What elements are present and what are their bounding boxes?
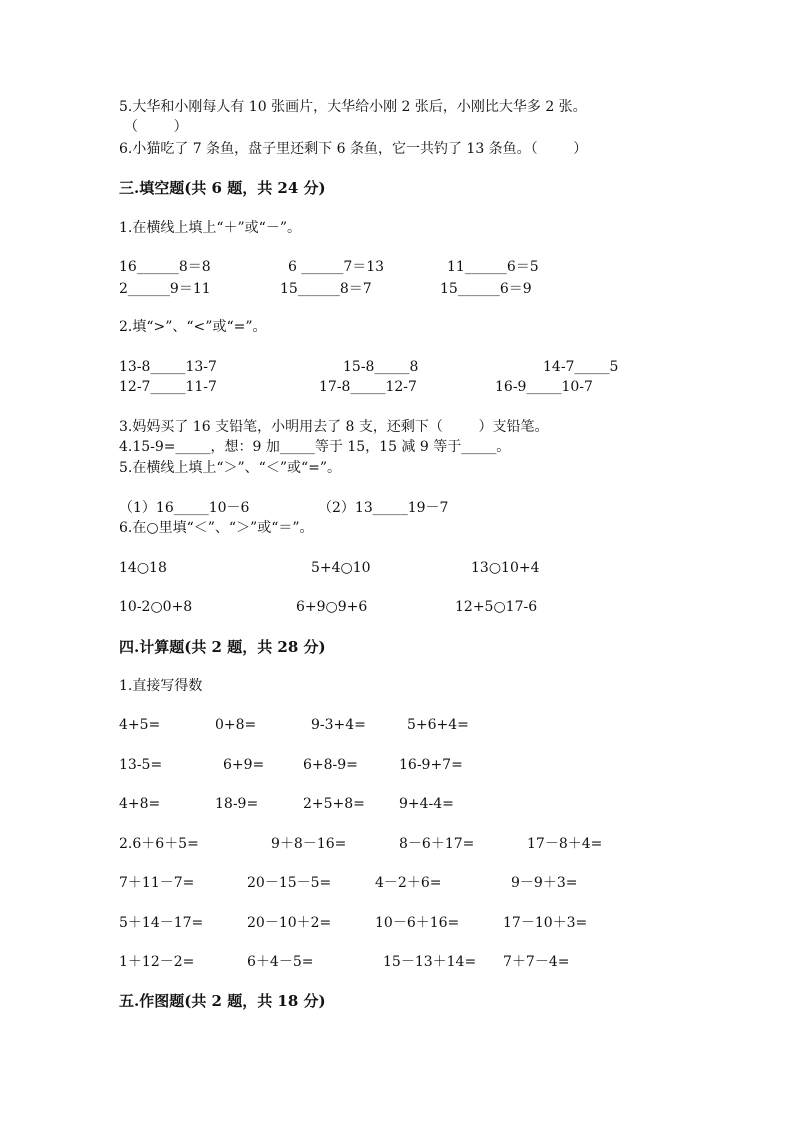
s4-q2-r1-c3: 8－6＋17= [399,836,475,852]
q5-judgment-line1: 5.大华和小刚每人有 10 张画片，大华给小刚 2 张后，小刚比大华多 2 张。 [119,99,587,115]
s4-q2-r2-c3: 4－2＋6= [375,875,442,891]
s3-q2-r1-c1: 13-8_____13-7 [119,359,217,375]
s4-q1-r2-c4: 16-9+7= [399,757,463,773]
s4-q1-r1-c3: 9-3+4= [311,717,366,733]
s4-q2-r1-c4: 17－8＋4= [527,836,603,852]
s3-q6-r1-c3: 13○10+4 [471,560,540,576]
s3-q2-r2-c3: 16-9_____10-7 [495,379,593,395]
s4-q2-r4-c3: 15－13＋14= [383,954,477,970]
s4-q1-prompt: 1.直接写得数 [119,678,203,694]
s3-q5-item2: （2）13_____19－7 [318,500,449,516]
s3-q4: 4.15-9=_____，想：9 加_____等于 15，15 减 9 等于_____。 [119,439,511,455]
s4-q2-r2-c4: 9－9＋3= [511,875,578,891]
s4-q1-r3-c1: 4+8= [119,796,161,812]
s3-q2-r2-c2: 17-8_____12-7 [319,379,417,395]
s4-q1-r1-c1: 4+5= [119,717,161,733]
q5-judgment-answer-blank: （ ） [124,119,188,135]
section4-heading: 四.计算题(共 2 题，共 28 分) [119,638,326,656]
s4-q2-r3-c3: 10－6＋16= [375,915,460,931]
s3-q5-prompt: 5.在横线上填上“＞”、“＜”或“=”。 [119,460,342,476]
s4-q2-r3-c2: 20－10＋2= [247,915,332,931]
s3-q6-prompt: 6.在○里填“＜”、“＞”或“＝”。 [119,520,314,536]
s4-q2-r2-c1: 7＋11－7= [119,875,195,891]
s4-q1-r2-c2: 6+9= [223,757,265,773]
s3-q1-r2-c1: 2______9＝11 [119,281,211,297]
s3-q1-r2-c3: 15______6＝9 [440,281,532,297]
s3-q6-r1-c2: 5+4○10 [311,560,371,576]
s4-q2-r4-c1: 1＋12－2= [119,954,195,970]
s4-q2-r3-c1: 5＋14－17= [119,915,204,931]
s3-q3: 3.妈妈买了 16 支铅笔，小明用去了 8 支，还剩下（ ）支铅笔。 [119,419,549,435]
section3-heading: 三.填空题(共 6 题，共 24 分) [119,179,326,197]
s4-q1-r3-c2: 18-9= [215,796,259,812]
s4-q2-r1-c1: 2.6＋6＋5= [119,836,199,852]
s3-q1-r1-c2: 6 ______7＝13 [288,259,385,275]
section5-heading: 五.作图题(共 2 题，共 18 分) [119,992,326,1010]
s3-q2-prompt: 2.填“>”、“<”或“=”。 [119,319,267,335]
s3-q2-r2-c1: 12-7_____11-7 [119,379,217,395]
s4-q1-r1-c2: 0+8= [215,717,257,733]
s4-q1-r3-c3: 2+5+8= [303,796,365,812]
s3-q6-r2-c3: 12+5○17-6 [455,599,538,615]
s3-q6-r1-c1: 14○18 [119,560,167,576]
s3-q6-r2-c1: 10-2○0+8 [119,599,193,615]
s4-q2-r3-c4: 17－10＋3= [503,915,588,931]
s4-q2-r4-c2: 6＋4－5= [247,954,314,970]
s3-q1-r2-c2: 15______8＝7 [280,281,372,297]
s4-q2-r2-c2: 20－15－5= [247,875,332,891]
s3-q1-r1-c3: 11______6＝5 [447,259,539,275]
s3-q1-r1-c1: 16______8＝8 [119,259,211,275]
s4-q1-r3-c4: 9+4-4= [399,796,454,812]
s3-q5-item1: （1）16_____10－6 [119,500,250,516]
s4-q1-r1-c4: 5+6+4= [407,717,469,733]
s3-q2-r1-c2: 15-8_____8 [343,359,419,375]
s4-q2-r1-c2: 9＋8－16= [271,836,347,852]
q6-judgment: 6.小猫吃了 7 条鱼，盘子里还剩下 6 条鱼，它一共钓了 13 条鱼。（ ） [119,141,588,157]
s4-q2-r4-c4: 7＋7－4= [503,954,570,970]
s3-q6-r2-c2: 6+9○9+6 [296,599,368,615]
s4-q1-r2-c1: 13-5= [119,757,163,773]
s3-q1-prompt: 1.在横线上填上“＋”或“－”。 [119,220,301,236]
s3-q2-r1-c3: 14-7_____5 [543,359,619,375]
s4-q1-r2-c3: 6+8-9= [303,757,358,773]
